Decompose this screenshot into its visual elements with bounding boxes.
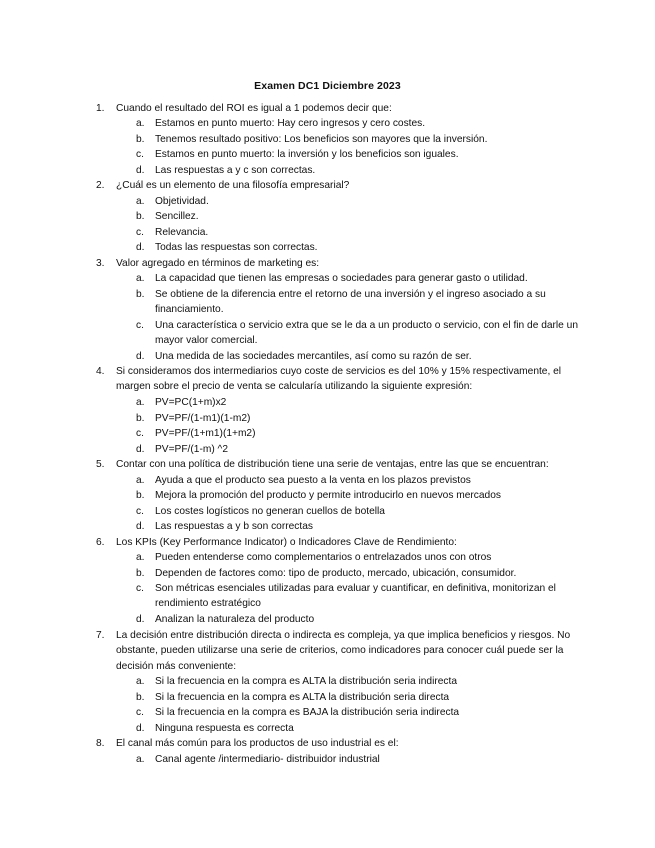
option-1d: [136, 163, 582, 178]
option-text: Las respuestas a y c son correctas.: [155, 165, 316, 176]
option-letter: b.: [136, 289, 145, 300]
exam-title: Examen DC1 Diciembre 2023: [254, 80, 401, 92]
option-2a: [136, 194, 582, 209]
option-letter: d.: [136, 165, 145, 176]
option-letter: b.: [136, 568, 145, 579]
option-text: Mejora la promoción del producto y permite introducirlo en nuevos mercados: [155, 490, 501, 501]
option-text: Si la frecuencia en la compra es ALTA la distribución seria indirecta: [155, 676, 458, 687]
option-6b: [136, 566, 582, 581]
option-letter: c.: [136, 583, 144, 594]
option-6a: [136, 550, 582, 565]
option-letter: b.: [136, 490, 145, 501]
question-6: [96, 535, 584, 550]
question-7: [96, 628, 584, 674]
option-letter: d.: [136, 242, 145, 253]
option-text: Ninguna respuesta es correcta: [155, 723, 294, 734]
option-letter: a.: [136, 676, 145, 687]
option-text: Analizan la naturaleza del producto: [155, 614, 315, 625]
question-number: 4.: [96, 366, 105, 377]
option-4d: [136, 442, 582, 457]
question-text: Cuando el resultado del ROI es igual a 1 podemos decir que:: [116, 103, 392, 114]
question-text: ¿Cuál es un elemento de una filosofía empresarial?: [116, 180, 350, 191]
option-letter: a.: [136, 397, 145, 408]
option-5d: [136, 519, 582, 534]
option-text: Las respuestas a y b son correctas: [155, 521, 313, 532]
option-letter: d.: [136, 614, 145, 625]
option-text: PV=PF/(1-m1)(1-m2): [155, 413, 251, 424]
option-text: Son métricas esenciales utilizadas para evaluar y cuantificar, en definitiva, monitorizan el rendimiento estratégico: [155, 583, 556, 610]
option-letter: d.: [136, 351, 145, 362]
option-letter: c.: [136, 149, 144, 160]
option-2c: [136, 225, 582, 240]
question-1: [96, 101, 584, 116]
option-letter: c.: [136, 506, 144, 517]
option-text: Todas las respuestas son correctas.: [155, 242, 318, 253]
option-3d: [136, 349, 582, 364]
option-4a: [136, 395, 582, 410]
question-8: [96, 736, 584, 751]
option-3b: [136, 287, 582, 318]
option-5b: [136, 488, 582, 503]
question-number: 1.: [96, 103, 105, 114]
option-5c: [136, 504, 582, 519]
option-text: Estamos en punto muerto: Hay cero ingresos y cero costes.: [155, 118, 426, 129]
option-text: Pueden entenderse como complementarios o entrelazados unos con otros: [155, 552, 492, 563]
option-letter: b.: [136, 134, 145, 145]
option-1a: [136, 116, 582, 131]
question-number: 6.: [96, 537, 105, 548]
option-letter: c.: [136, 320, 144, 331]
option-7d: [136, 721, 582, 736]
option-4b: [136, 411, 582, 426]
option-1c: [136, 147, 582, 162]
option-2b: [136, 209, 582, 224]
question-4: [96, 364, 584, 395]
question-2: [96, 178, 584, 193]
option-3c: [136, 318, 582, 349]
option-text: PV=PF/(1+m1)(1+m2): [155, 428, 256, 439]
option-text: Sencillez.: [155, 211, 199, 222]
option-text: Si la frecuencia en la compra es BAJA la distribución seria indirecta: [155, 707, 460, 718]
option-letter: a.: [136, 552, 145, 563]
question-number: 7.: [96, 630, 105, 641]
option-text: PV=PF/(1-m) ^2: [155, 444, 228, 455]
question-text: La decisión entre distribución directa o indirecta es compleja, ya que implica beneficios y riesgos. No obstante, pueden utilizarse una serie de criterios, como indicadores para conocer cuál puede ser la decisión más conveniente:: [116, 630, 571, 672]
option-text: Los costes logísticos no generan cuellos de botella: [155, 506, 385, 517]
question-number: 2.: [96, 180, 105, 191]
option-letter: c.: [136, 707, 144, 718]
option-7a: [136, 674, 582, 689]
option-text: Canal agente /intermediario- distribuidor industrial: [155, 754, 380, 765]
option-text: Estamos en punto muerto: la inversión y los beneficios son iguales.: [155, 149, 459, 160]
option-letter: b.: [136, 211, 145, 222]
question-text: Contar con una política de distribución tiene una serie de ventajas, entre las que se encuentran:: [116, 459, 549, 470]
question-text: Los KPIs (Key Performance Indicator) o Indicadores Clave de Rendimiento:: [116, 537, 457, 548]
option-6c: [136, 581, 582, 612]
question-text: Valor agregado en términos de marketing es:: [116, 258, 320, 269]
option-letter: a.: [136, 118, 145, 129]
question-number: 8.: [96, 738, 105, 749]
option-text: Objetividad.: [155, 196, 209, 207]
option-8a: [136, 752, 582, 767]
option-text: PV=PC(1+m)x2: [155, 397, 227, 408]
option-letter: a.: [136, 475, 145, 486]
question-text: El canal más común para los productos de uso industrial es el:: [116, 738, 399, 749]
option-text: Se obtiene de la diferencia entre el retorno de una inversión y el ingreso asociado a su financiamiento.: [155, 289, 546, 316]
option-4c: [136, 426, 582, 441]
option-text: La capacidad que tienen las empresas o sociedades para generar gasto o utilidad.: [155, 273, 528, 284]
question-text: Si consideramos dos intermediarios cuyo coste de servicios es del 10% y 15% respectivamente, el margen sobre el precio de venta se calcularía utilizando la siguiente expresión:: [116, 366, 562, 393]
question-number: 3.: [96, 258, 105, 269]
option-text: Una medida de las sociedades mercantiles, así como su razón de ser.: [155, 351, 472, 362]
question-3: [96, 256, 584, 271]
option-6d: [136, 612, 582, 627]
option-letter: d.: [136, 521, 145, 532]
option-letter: c.: [136, 428, 144, 439]
option-7b: [136, 690, 582, 705]
option-text: Si la frecuencia en la compra es ALTA la distribución seria directa: [155, 692, 450, 703]
option-text: Tenemos resultado positivo: Los beneficios son mayores que la inversión.: [155, 134, 488, 145]
option-text: Una característica o servicio extra que se le da a un producto o servicio, con el fin de darle un mayor valor comercial.: [155, 320, 579, 347]
option-3a: [136, 271, 582, 286]
option-2d: [136, 240, 582, 255]
option-letter: d.: [136, 444, 145, 455]
question-5: [96, 457, 584, 472]
option-text: Ayuda a que el producto sea puesto a la venta en los plazos previstos: [155, 475, 471, 486]
option-letter: b.: [136, 692, 145, 703]
option-letter: a.: [136, 754, 145, 765]
question-number: 5.: [96, 459, 105, 470]
option-letter: a.: [136, 273, 145, 284]
option-letter: a.: [136, 196, 145, 207]
option-letter: b.: [136, 413, 145, 424]
option-7c: [136, 705, 582, 720]
option-text: Dependen de factores como: tipo de producto, mercado, ubicación, consumidor.: [155, 568, 517, 579]
option-letter: c.: [136, 227, 144, 238]
option-5a: [136, 473, 582, 488]
option-1b: [136, 132, 582, 147]
option-text: Relevancia.: [155, 227, 209, 238]
option-letter: d.: [136, 723, 145, 734]
